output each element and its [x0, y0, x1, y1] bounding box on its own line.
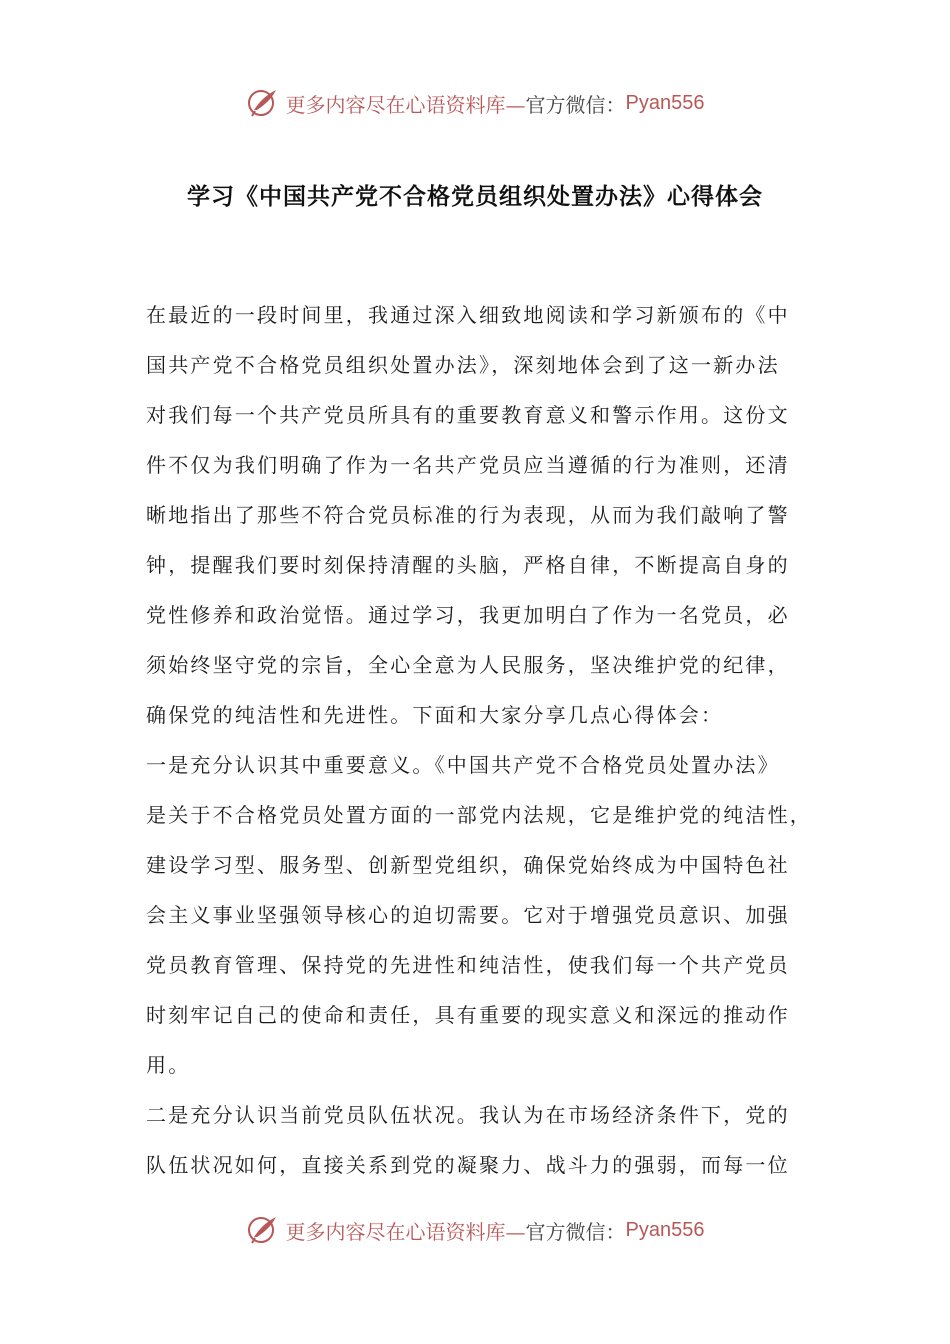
body-line: 须始终坚守党的宗旨，全心全意为人民服务，坚决维护党的纪律， — [146, 653, 790, 677]
quill-logo-icon — [246, 86, 280, 120]
body-line: 时刻牢记自己的使命和责任，具有重要的现实意义和深远的推动作 — [146, 1003, 790, 1027]
body-line: 会主义事业坚强领导核心的迫切需要。它对于增强党员意识、加强 — [146, 903, 790, 927]
body-line: 国共产党不合格党员组织处置办法》，深刻地体会到了这一新办法 — [146, 353, 780, 377]
body-line: 对我们每一个共产党员所具有的重要教育意义和警示作用。这份文 — [146, 403, 790, 427]
body-line: 用。 — [146, 1053, 191, 1077]
header-banner — [0, 83, 950, 123]
body-line: 党性修养和政治觉悟。通过学习，我更加明白了作为一名党员，必 — [146, 603, 790, 627]
promo-text: 更多内容尽在心语资料库— — [285, 1219, 526, 1244]
document-body — [146, 295, 826, 1195]
body-line: 是关于不合格党员处置方面的一部党内法规，它是维护党的纯洁性， — [146, 803, 812, 827]
body-line: 建设学习型、服务型、创新型党组织，确保党始终成为中国特色社 — [146, 853, 790, 877]
body-line: 党员教育管理、保持党的先进性和纯洁性，使我们每一个共产党员 — [146, 953, 790, 977]
body-line: 件不仅为我们明确了作为一名共产党员应当遵循的行为准则，还清 — [146, 453, 790, 477]
wechat-label: 官方微信： — [525, 1219, 626, 1244]
body-line: 一是充分认识其中重要意义。《中国共产党不合格党员处置办法》 — [146, 753, 780, 777]
body-line: 队伍状况如何，直接关系到党的凝聚力、战斗力的强弱，而每一位 — [146, 1153, 790, 1177]
footer-banner — [0, 1210, 950, 1250]
promo-text: 更多内容尽在心语资料库— — [285, 92, 526, 117]
body-line: 钟，提醒我们要时刻保持清醒的头脑，严格自律，不断提高自身的 — [146, 553, 790, 577]
body-line: 晰地指出了那些不符合党员标准的行为表现，从而为我们敲响了警 — [146, 503, 790, 527]
wechat-id: Pyan556 — [625, 1218, 705, 1241]
quill-logo-icon — [246, 1213, 280, 1247]
wechat-label: 官方微信： — [525, 92, 626, 117]
wechat-id: Pyan556 — [625, 91, 705, 114]
body-line: 二是充分认识当前党员队伍状况。我认为在市场经济条件下，党的 — [146, 1103, 790, 1127]
document-title: 学习《中国共产党不合格党员组织处置办法》心得体会 — [187, 184, 763, 210]
body-line: 在最近的一段时间里，我通过深入细致地阅读和学习新颁布的《中 — [146, 303, 790, 327]
body-line: 确保党的纯洁性和先进性。下面和大家分享几点心得体会： — [146, 703, 724, 727]
